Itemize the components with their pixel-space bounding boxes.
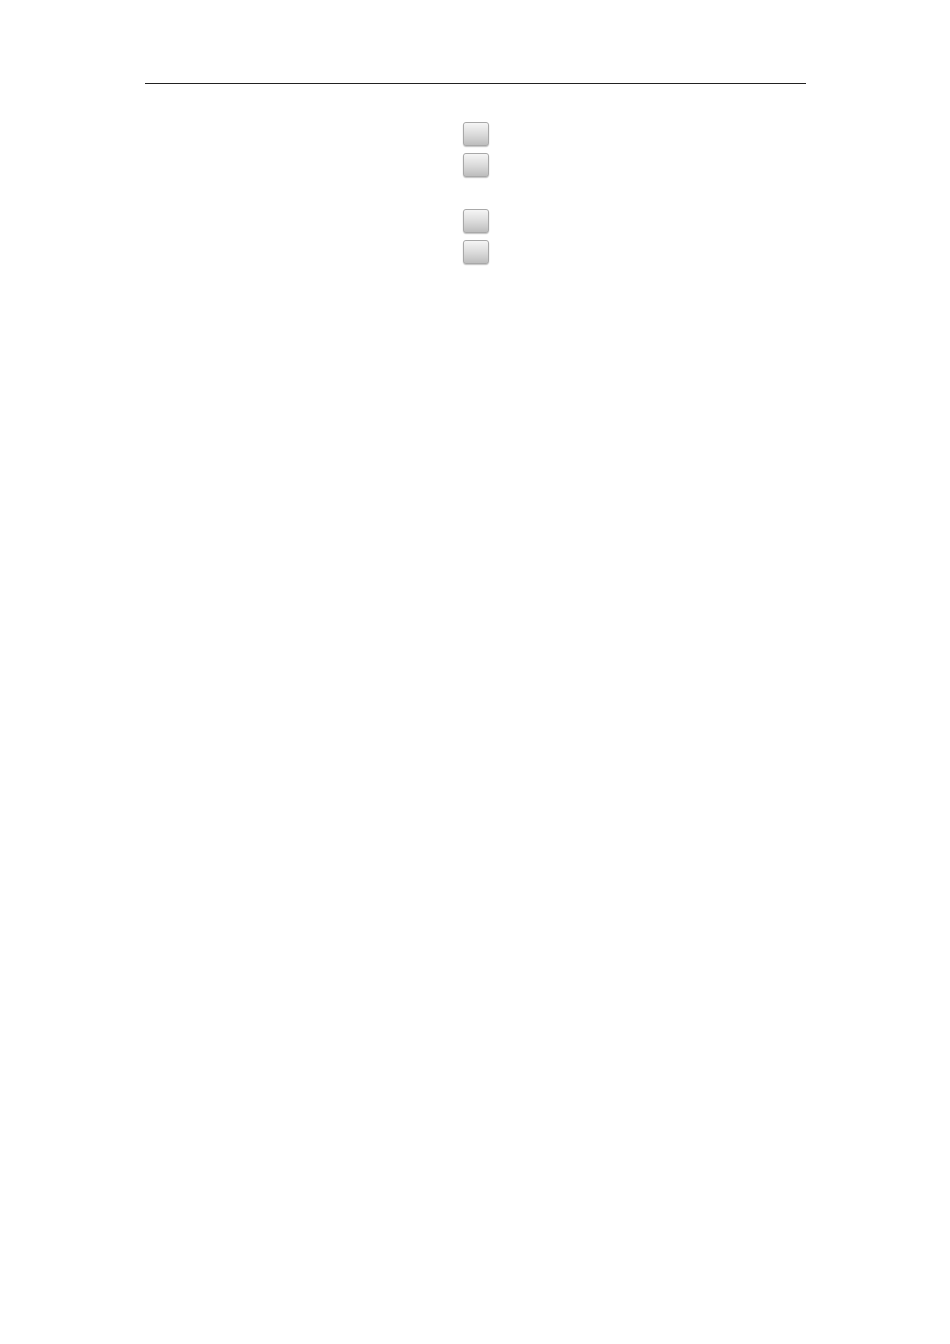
banner-row-2 <box>145 149 807 180</box>
section-banner-yicuo <box>463 240 489 264</box>
section-heading <box>145 180 807 205</box>
section-banner-mingshi <box>463 209 489 233</box>
document-body <box>145 118 807 442</box>
banner-row-4 <box>145 236 807 267</box>
header-rule <box>145 83 806 84</box>
text-line <box>145 417 807 442</box>
text-line <box>145 342 807 367</box>
paragraph-line <box>145 292 807 317</box>
banner-row-3 <box>145 205 807 236</box>
text-line <box>145 392 807 417</box>
section-banner-mingshi <box>463 122 489 146</box>
paragraph-line <box>145 317 807 342</box>
section-heading <box>145 267 807 292</box>
section-banner-yicuo <box>463 153 489 177</box>
text-line <box>145 367 807 392</box>
banner-row-1 <box>145 118 807 149</box>
